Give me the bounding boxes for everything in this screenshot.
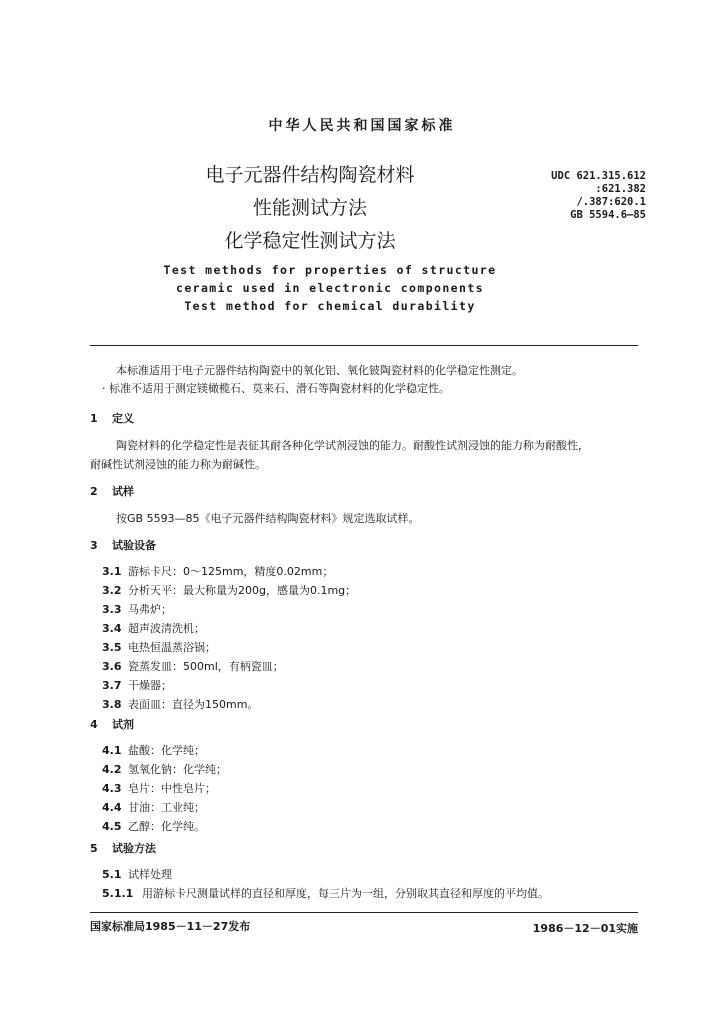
national-standard-header: 中华人民共和国国家标准 <box>268 118 456 134</box>
section-2-title: 试样 <box>112 485 134 498</box>
section-3-heading <box>90 537 156 553</box>
section-3-item-text: 分析天平：最大称量为200g，感量为0.1mg； <box>128 584 357 597</box>
section-4-title: 试剂 <box>112 718 134 731</box>
section-4-item-text: 甘油：工业纯； <box>128 801 205 814</box>
section-1-para-line-1: 陶瓷材料的化学稳定性是表征其耐各种化学试剂浸蚀的能力。耐酸性试剂浸蚀的能力称为耐酸性， <box>116 439 589 452</box>
section-3-item-number: 3.4 <box>102 622 122 635</box>
effective-date: 1986－12－01实施 <box>532 922 638 935</box>
section-1-title: 定义 <box>112 412 134 425</box>
section-3-item-text: 电热恒温蒸浴锅； <box>128 641 216 654</box>
section-3-item-text: 超声波清洗机； <box>128 622 205 635</box>
section-4-item <box>102 742 205 758</box>
section-4-item-number: 4.1 <box>102 744 122 757</box>
section-3-item <box>102 696 258 712</box>
section-3-item-number: 3.6 <box>102 660 122 673</box>
section-3-item-text: 瓷蒸发皿：500ml，有柄瓷皿； <box>128 660 284 673</box>
section-3-item <box>102 639 216 655</box>
footer-divider <box>90 912 638 913</box>
title-en-line-1: Test methods for properties of structure <box>163 263 497 277</box>
section-3-item-number: 3.3 <box>102 603 122 616</box>
section-5-1-number: 5.1 <box>102 868 122 881</box>
section-3-item-text: 游标卡尺：0～125mm，精度0.02mm； <box>128 565 334 578</box>
section-3-item <box>102 563 333 579</box>
section-5-1-1-number: 5.1.1 <box>102 887 134 900</box>
section-3-item <box>102 658 284 674</box>
title-en-line-3: Test method for chemical durability <box>184 299 476 313</box>
section-4-item <box>102 780 216 796</box>
issue-date: 国家标准局1985－11－27发布 <box>90 920 251 933</box>
section-3-item <box>102 601 172 617</box>
section-4-item-number: 4.4 <box>102 801 122 814</box>
section-3-item-number: 3.7 <box>102 679 122 692</box>
section-3-item-text: 干燥器； <box>128 679 172 692</box>
title-cn-line-3: 化学稳定性测试方法 <box>224 230 396 252</box>
section-4-number: 4 <box>90 718 98 731</box>
title-en-line-2: ceramic used in electronic components <box>176 281 484 295</box>
section-4-item-number: 4.2 <box>102 763 122 776</box>
section-4-item <box>102 799 205 815</box>
section-3-item-number: 3.5 <box>102 641 122 654</box>
section-1-number: 1 <box>90 412 98 425</box>
section-3-number: 3 <box>90 539 98 552</box>
intro-line-1: 本标准适用于电子元器件结构陶瓷中的氧化铝、氧化铍陶瓷材料的化学稳定性测定。 <box>116 364 523 377</box>
section-2-heading <box>90 483 134 499</box>
section-4-item-text: 皂片：中性皂片； <box>128 782 216 795</box>
section-4-heading <box>90 716 134 732</box>
section-4-item-text: 氢氧化钠：化学纯； <box>128 763 227 776</box>
header-divider <box>90 345 638 346</box>
section-4-item <box>102 761 227 777</box>
section-4-item-text: 盐酸：化学纯； <box>128 744 205 757</box>
section-3-title: 试验设备 <box>112 539 156 552</box>
section-2-number: 2 <box>90 485 98 498</box>
section-3-item-number: 3.1 <box>102 565 122 578</box>
section-3-item <box>102 620 205 636</box>
section-1-heading <box>90 410 134 426</box>
udc-code-line-2: :621.382 <box>595 183 646 195</box>
udc-code-line-3: /.387:620.1 <box>576 196 646 208</box>
section-5-1-1 <box>102 885 549 901</box>
section-1-para-line-2: 耐碱性试剂浸蚀的能力称为耐碱性。 <box>90 458 266 471</box>
section-2-para: 按GB 5593—85《电子元器件结构陶瓷材料》规定选取试样。 <box>116 512 420 525</box>
section-3-item-number: 3.2 <box>102 584 122 597</box>
section-3-item-text: 马弗炉； <box>128 603 172 616</box>
title-cn-line-1: 电子元器件结构陶瓷材料 <box>205 164 415 186</box>
section-4-item-number: 4.5 <box>102 820 122 833</box>
section-4-item-number: 4.3 <box>102 782 122 795</box>
gb-number: GB 5594.6—85 <box>570 209 646 221</box>
section-5-1 <box>102 866 172 882</box>
section-3-item-text: 表面皿：直径为150mm。 <box>128 698 259 711</box>
section-5-1-text: 试样处理 <box>128 868 172 881</box>
intro-line-2: · 标准不适用于测定镁橄榄石、莫来石、滑石等陶瓷材料的化学稳定性。 <box>102 382 450 395</box>
section-5-number: 5 <box>90 842 98 855</box>
section-3-item <box>102 677 172 693</box>
section-5-heading <box>90 840 156 856</box>
section-4-item-text: 乙醇：化学纯。 <box>128 820 205 833</box>
section-5-title: 试验方法 <box>112 842 156 855</box>
title-cn-line-2: 性能测试方法 <box>252 197 367 219</box>
section-4-item <box>102 818 205 834</box>
section-3-item <box>102 582 356 598</box>
udc-code-line-1: UDC 621.315.612 <box>551 170 646 182</box>
section-5-1-1-text: 用游标卡尺测量试样的直径和厚度，每三片为一组，分别取其直径和厚度的平均值。 <box>142 887 549 900</box>
section-3-item-number: 3.8 <box>102 698 122 711</box>
